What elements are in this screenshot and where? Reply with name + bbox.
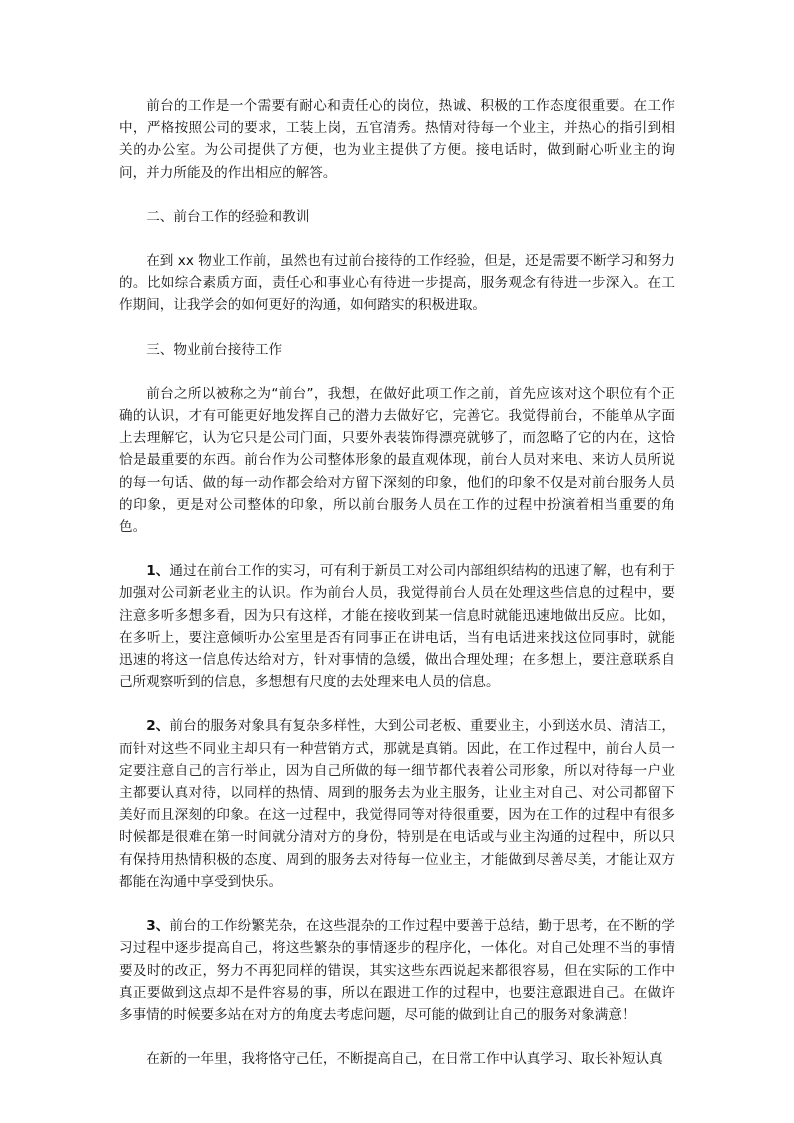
paragraph-experience: 在到 xx 物业工作前，虽然也有过前台接待的工作经验，但是，还是需要不断学习和努力的。比如综合素质方面，责任心和事业心有待进一步提高，服务观念有待进一步深入。在工作期间，让我学会的如何更好的沟通，如何踏实的积极进取。	[119, 253, 675, 314]
section-heading-2: 二、前台工作的经验和教训	[146, 208, 310, 225]
numbered-item-2	[119, 715, 675, 893]
paragraph-intro: 前台的工作是一个需要有耐心和责任心的岗位，热诚、积极的工作态度很重要。在工作中，严格按照公司的要求，工装上岗，五官清秀。热情对待每一个业主，并热心的指引到相关的办公室。为公司提供了方便，也为业主提供了方便。接电话时，做到耐心听业主的询问，并力所能及的作出相应的解答。	[119, 98, 675, 181]
item-number: 3、	[146, 918, 170, 935]
document-body	[119, 95, 675, 1070]
numbered-item-3	[119, 915, 675, 1026]
item-text: 前台的工作纷繁芜杂，在这些混杂的工作过程中要善于总结，勤于思考，在不断的学习过程中逐步提高自己，将这些繁杂的事情逐步的程序化，一体化。对自己处理不当的事情要及时的改正，努力不再犯同样的错误，其实这些东西说起来都很容易，但在实际的工作中真正要做到这点却不是件容易的事，所以在跟进工作的过程中，也要注意跟进自己。在做许多事情的时候要多站在对方的角度去考虑问题，尽可能的做到让自己的服务对象满意！	[119, 918, 675, 1023]
paragraph-front-desk-role: 前台之所以被称之为“前台”，我想，在做好此项工作之前，首先应该对这个职位有个正确的认识，才有可能更好地发挥自己的潜力去做好它，完善它。我觉得前台，不能单从字面上去理解它，认为它只是公司门面，只要外表装饰得漂亮就够了，而忽略了它的内在，这恰恰是最重要的东西。前台作为公司整体形象的最直观体现，前台人员对来电、来访人员所说的每一句话、做的每一动作都会给对方留下深刻的印象，他们的印象不仅是对前台服务人员的印象，更是对公司整体的印象，所以前台服务人员在工作的过程中扮演着相当重要的角色。	[119, 385, 675, 536]
item-number: 1、	[146, 563, 170, 580]
numbered-item-1	[119, 560, 675, 693]
item-text: 通过在前台工作的实习，可有利于新员工对公司内部组织结构的迅速了解，也有利于加强对公司新老业主的认识。作为前台人员，我觉得前台人员在处理这些信息的过程中，要注意多听多想多看，因为只有这样，才能在接收到某一信息时就能迅速地做出反应。比如，在多听上，要注意倾听办公室里是否有同事正在讲电话，当有电话进来找这位同事时，就能迅速的将这一信息传达给对方，针对事情的急缓，做出合理处理；在多想上，要注意联系自己所观察听到的信息，多想想有尺度的去处理来电人员的信息。	[119, 563, 675, 691]
item-text: 前台的服务对象具有复杂多样性，大到公司老板、重要业主，小到送水员、清洁工，而针对这些不同业主却只有一种营销方式，那就是真销。因此，在工作过程中，前台人员一定要注意自己的言行举止，因为自己所做的每一细节都代表着公司形象，所以对待每一户业主都要认真对待，以同样的热情、周到的服务去为业主服务，让业主对自己、对公司都留下美好而且深刻的印象。在这一过程中，我觉得同等对待很重要，因为在工作的过程中有很多时候都是很难在第一时间就分清对方的身份，特别是在电话或与业主沟通的过程中，所以只有保持用热情积极的态度、周到的服务去对待每一位业主，才能做到尽善尽美，才能让双方都能在沟通中享受到快乐。	[119, 718, 675, 890]
section-heading-3: 三、物业前台接待工作	[146, 341, 283, 358]
item-number: 2、	[146, 718, 170, 735]
paragraph-new-year: 在新的一年里，我将恪守己任，不断提高自己，在日常工作中认真学习、取长补短认真	[146, 1051, 663, 1068]
